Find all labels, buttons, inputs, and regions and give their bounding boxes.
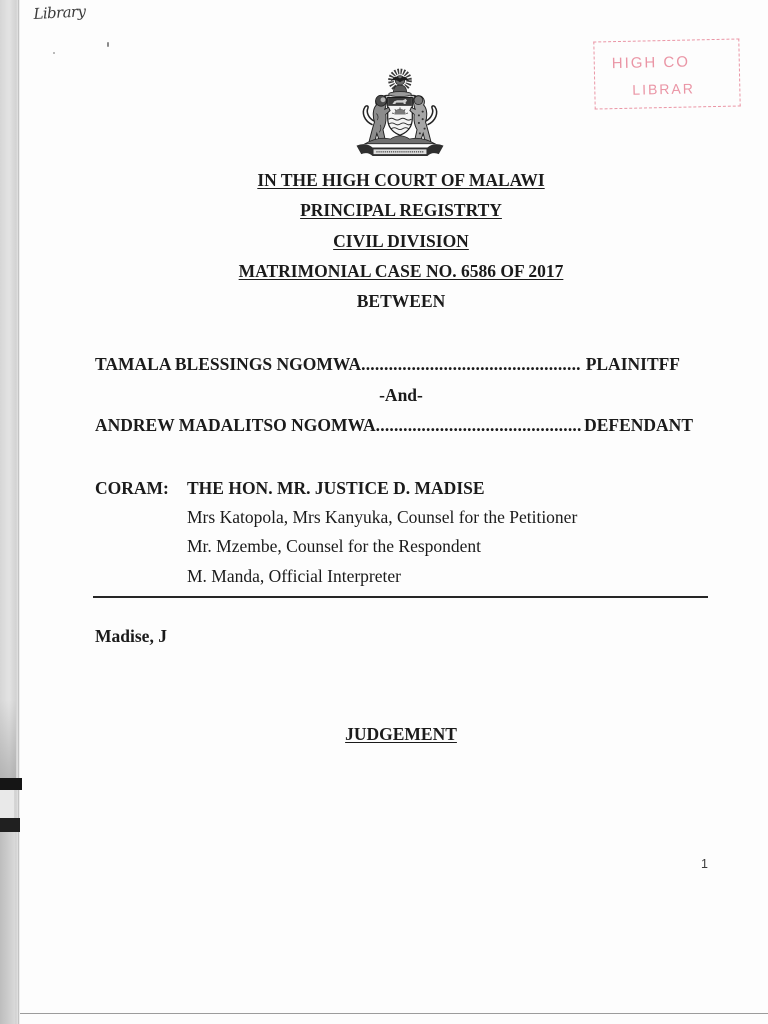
coram-label: CORAM: <box>95 478 169 498</box>
judgment-author: Madise, J <box>95 626 167 646</box>
division-heading: CIVIL DIVISION <box>333 231 469 251</box>
document-title: JUDGEMENT <box>345 724 457 744</box>
registry-heading: PRINCIPAL REGISTRTY <box>300 200 502 220</box>
scan-speck <box>53 52 55 54</box>
case-number-heading: MATRIMONIAL CASE NO. 6586 OF 2017 <box>238 261 564 281</box>
page-number: 1 <box>701 857 708 871</box>
scan-edge-mark <box>0 778 22 790</box>
party-conjunction: -And- <box>379 385 423 405</box>
scan-edge-line <box>18 0 19 1024</box>
stamp-line-2: LIBRAR <box>632 80 696 98</box>
leopard-supporter <box>410 96 437 143</box>
appearance-line: Mr. Mzembe, Counsel for the Respondent <box>187 536 482 556</box>
scan-bottom-edge <box>20 1013 768 1014</box>
coat-of-arms-emblem <box>348 66 452 161</box>
scan-edge-mark <box>0 818 20 832</box>
scan-speck <box>107 42 109 47</box>
defendant-leader-dots: ............................................. <box>375 415 582 435</box>
lion-supporter <box>363 95 390 143</box>
coram-judge: THE HON. MR. JUSTICE D. MADISE <box>187 478 485 498</box>
scan-edge-gap <box>0 790 14 818</box>
defendant-name: ANDREW MADALITSO NGOMWA <box>95 415 376 435</box>
appearance-line: Mrs Katopola, Mrs Kanyuka, Counsel for the Petitioner <box>187 507 578 527</box>
motto-ribbon <box>357 144 444 156</box>
appearance-line: M. Manda, Official Interpreter <box>187 566 401 586</box>
plaintiff-role: PLAINITFF <box>585 354 680 374</box>
plaintiff-row <box>95 354 680 375</box>
defendant-row <box>95 415 693 436</box>
defendant-role: DEFENDANT <box>584 415 693 435</box>
court-heading: IN THE HIGH COURT OF MALAWI <box>257 170 545 190</box>
plaintiff-leader-dots: ................................................ <box>361 354 581 374</box>
scan-edge-shadow <box>0 832 15 1024</box>
stamp-line-1: HIGH CO <box>611 53 691 73</box>
shield <box>388 97 413 135</box>
library-stamp <box>593 38 740 109</box>
horizontal-rule <box>93 596 708 598</box>
between-label: BETWEEN <box>356 291 446 311</box>
plaintiff-name: TAMALA BLESSINGS NGOMWA <box>95 354 362 374</box>
scan-edge-shadow <box>0 700 16 778</box>
handwritten-note: Library <box>33 2 86 23</box>
